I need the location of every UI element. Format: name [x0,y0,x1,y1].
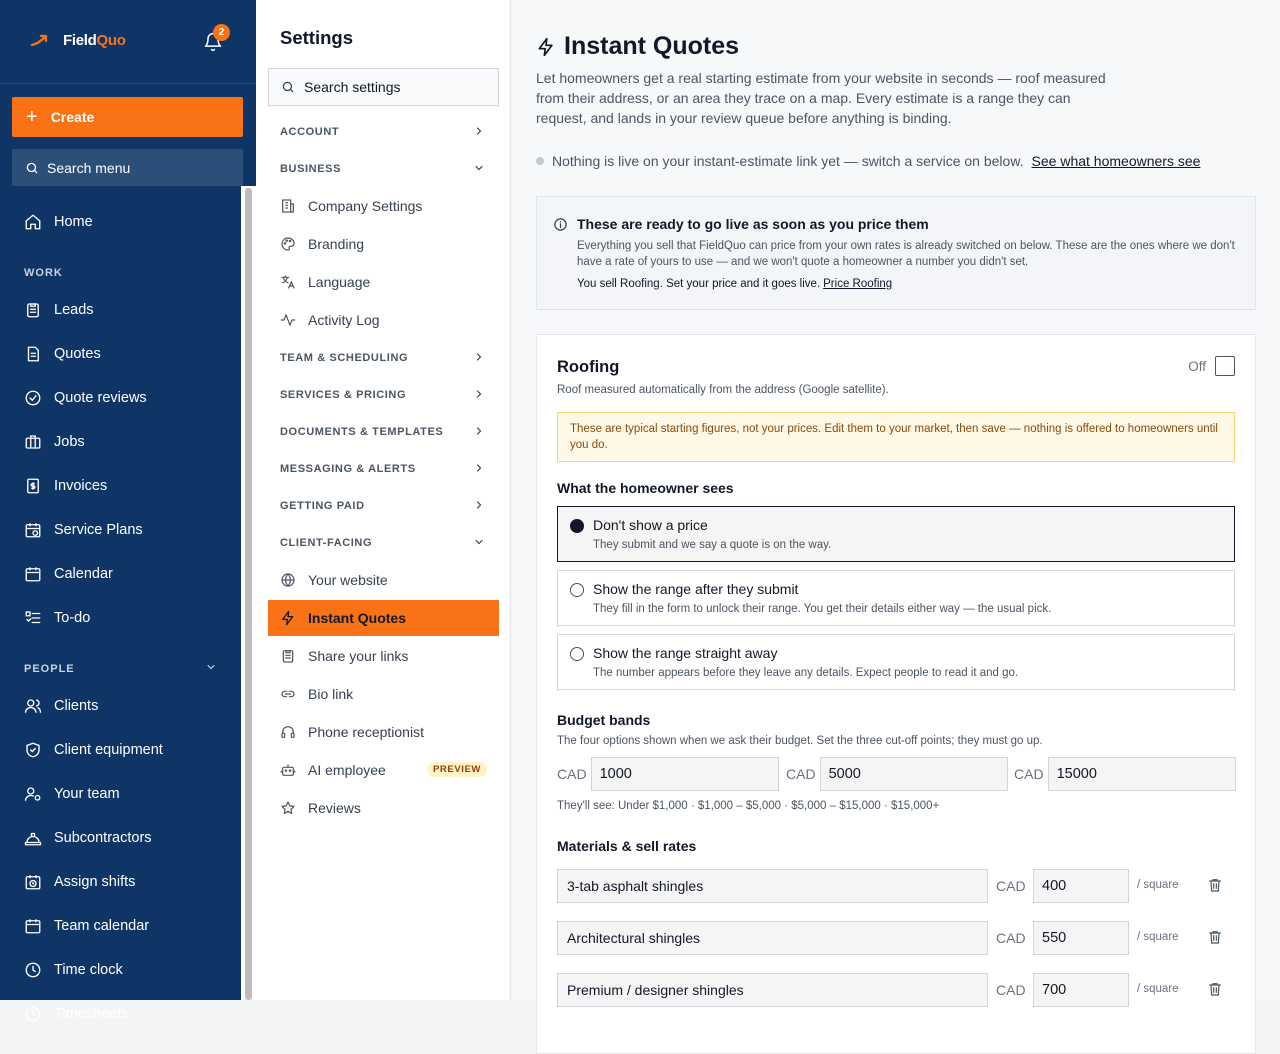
section-label: GETTING PAID [280,499,365,512]
price-roofing-link[interactable]: Price Roofing [823,278,893,290]
search-menu-input[interactable] [12,149,243,186]
material-rate-input[interactable]: 700 [1033,973,1129,1007]
budget-band-2 [786,757,1008,791]
nav-item-invoices[interactable] [0,464,241,508]
nav-list [0,200,241,1036]
settings-item-language[interactable] [268,263,499,301]
currency-label: CAD [1014,766,1044,782]
calendar-icon [24,565,42,583]
budget-band-1-input[interactable]: 1000 [591,757,779,791]
chevron-down-icon [205,661,217,673]
invoice-icon [24,477,42,495]
main-sidebar [0,0,256,1022]
item-label: Activity Log [308,312,380,328]
option-label: Show the range straight away [593,645,778,661]
nav-item-quote-reviews[interactable] [0,376,241,420]
settings-section-client-facing[interactable] [268,524,499,561]
plus-icon: + [26,106,38,128]
page-description: Let homeowners get a real starting estimate from your website in seconds — roof measured from their address, or an area they trace on a map. Every estimate is a range they can request, and lands in your review queue before anything is binding. [536,70,1106,126]
nav-label: Service Plans [54,522,143,538]
settings-item-company-settings[interactable] [268,187,499,225]
settings-section-messaging-alerts[interactable] [268,450,499,487]
trash-icon[interactable] [1207,981,1223,997]
nav-label: Quotes [54,346,101,362]
roofing-subtitle: Roof measured automatically from the address (Google satellite). [557,384,889,396]
translate-icon [280,274,296,290]
radio-button[interactable] [570,519,584,533]
budget-band-3 [1014,757,1236,791]
budget-band-2-input[interactable]: 5000 [820,757,1008,791]
home-icon [24,213,42,231]
headset-icon [280,724,296,740]
currency-label: CAD [996,878,1026,894]
notice-footer-text: You sell Roofing. Set your price and it goes live. [577,278,821,290]
users-icon [24,697,42,715]
globe-icon [280,572,296,588]
settings-item-your-website[interactable] [268,561,499,599]
homeowner-sees-heading: What the homeowner sees [557,480,734,496]
lightning-icon [536,37,556,57]
link-icon [280,686,296,702]
notice-heading [553,216,929,232]
budget-bands-heading: Budget bands [557,712,651,728]
nav-section-work: WORK [24,267,63,279]
trash-icon[interactable] [1207,929,1223,945]
budget-band-3-input[interactable]: 15000 [1048,757,1236,791]
nav-item-calendar[interactable] [0,552,241,596]
item-label: Language [308,274,371,290]
nav-label: Timesheets [54,1006,129,1022]
robot-icon [280,762,296,778]
ready-to-go-live-notice [536,196,1256,310]
nav-item-subcontractors[interactable] [0,816,241,860]
settings-item-bio-link[interactable] [268,675,499,713]
section-label: BUSINESS [280,162,342,175]
option-show-range-straight-away[interactable] [557,634,1235,690]
material-name-input[interactable]: 3-tab asphalt shingles [557,869,988,903]
nav-label: Your team [54,786,120,802]
nav-item-service-plans[interactable] [0,508,241,552]
unit-label: / square [1137,879,1179,891]
clipboard-icon [24,301,42,319]
check-circle-icon [24,389,42,407]
roofing-title: Roofing [557,358,620,376]
preview-badge: PREVIEW [427,762,487,777]
settings-item-instant-quotes[interactable] [268,600,499,636]
brand-bar [0,0,256,84]
material-rate-input[interactable]: 550 [1033,921,1129,955]
option-description: The number appears before they leave any details. Expect people to read it and go. [593,667,1019,679]
nav-section-people[interactable] [0,640,241,684]
nav-item-timesheets[interactable] [0,992,241,1036]
palette-icon [280,236,296,252]
settings-list [268,113,499,827]
logo-text[interactable]: FieldQuo [63,32,126,49]
nav-label: Home [54,214,93,230]
notification-count-badge: 2 [213,24,230,41]
chevron-right-icon [473,351,485,363]
status-dot [536,157,544,165]
radio-button[interactable] [570,647,584,661]
chevron-right-icon [473,462,485,474]
info-icon [553,217,568,232]
option-dont-show-price[interactable] [557,506,1235,562]
material-row [557,921,1247,955]
search-menu-placeholder: Search menu [47,159,131,176]
settings-section-services-pricing[interactable] [268,376,499,413]
settings-section-business[interactable] [268,150,499,187]
section-label: MESSAGING & ALERTS [280,462,416,475]
calendar-clock-icon [24,873,42,891]
nav-item-todo[interactable] [0,596,241,640]
item-label: Instant Quotes [308,610,407,626]
material-rate-input[interactable]: 400 [1033,869,1129,903]
item-label: Share your links [308,648,409,664]
nav-item-client-equipment[interactable] [0,728,241,772]
settings-item-share-your-links[interactable] [268,637,499,675]
settings-item-activity-log[interactable] [268,301,499,339]
nav-section-label: PEOPLE [24,663,75,675]
section-label: SERVICES & PRICING [280,388,407,401]
item-label: Your website [308,572,388,588]
nav-label: Subcontractors [54,830,152,846]
currency-label: CAD [557,766,587,782]
document-icon [24,345,42,363]
logo-mark-icon [30,33,50,49]
clock-icon [24,961,42,979]
nav-label: Client equipment [54,742,163,758]
search-icon [25,161,39,175]
nav-item-clients[interactable] [0,684,241,728]
see-what-homeowners-see-link[interactable]: See what homeowners see [1031,153,1201,169]
nav-label: Time clock [54,962,123,978]
budget-preview-text: They'll see: Under $1,000 · $1,000 – $5,000 · $5,000 – $15,000 · $15,000+ [557,800,940,812]
budget-band-1 [557,757,779,791]
settings-search-placeholder: Search settings [304,79,401,95]
roofing-card [536,334,1256,1054]
settings-section-documents-templates[interactable] [268,413,499,450]
clipboard-icon [280,648,296,664]
nav-label: Clients [54,698,99,714]
materials-heading: Materials & sell rates [557,838,697,854]
settings-section-account[interactable] [268,113,499,150]
nav-item-time-clock[interactable] [0,948,241,992]
nav-label: Invoices [54,478,108,494]
item-label: AI employee [308,762,386,778]
item-label: Bio link [308,686,354,702]
nav-item-team-calendar[interactable] [0,904,241,948]
starting-figures-warning: These are typical starting figures, not your prices. Edit them to your market, then save — nothing is offered to homeowners until you do. [557,412,1235,462]
chevron-down-icon [473,536,485,548]
material-row [557,869,1247,903]
budget-bands-description: The four options shown when we ask their budget. Set the three cut-off points; they must go up. [557,735,1043,747]
roofing-toggle[interactable] [1188,356,1235,376]
star-icon [280,800,296,816]
settings-section-team-scheduling[interactable] [268,339,499,376]
notice-footer [577,278,892,290]
item-label: Reviews [308,800,361,816]
nav-label: Calendar [54,566,113,582]
clock-icon [24,1005,42,1023]
section-label: DOCUMENTS & TEMPLATES [280,425,444,438]
user-gear-icon [24,785,42,803]
hard-hat-icon [24,829,42,847]
calendar-repeat-icon [24,521,42,539]
option-description: They fill in the form to unlock their range. You get their details either way — the usual pick. [593,603,1052,615]
settings-search-input[interactable] [268,68,499,106]
nav-label: Quote reviews [54,390,147,406]
nav-item-your-team[interactable] [0,772,241,816]
shield-check-icon [24,741,42,759]
nav-label: To-do [54,610,91,626]
item-label: Phone receptionist [308,724,424,740]
nav-label: Leads [54,302,94,318]
currency-label: CAD [786,766,816,782]
section-label: TEAM & SCHEDULING [280,351,409,364]
material-name-input[interactable]: Premium / designer shingles [557,973,988,1007]
building-icon [280,198,296,214]
roofing-enable-checkbox[interactable] [1215,356,1235,376]
sidebar-scrollbar-thumb[interactable] [245,188,252,1000]
create-button[interactable] [12,97,243,137]
page-title-text: Instant Quotes [564,32,740,60]
chevron-right-icon [473,499,485,511]
chevron-right-icon [473,125,485,137]
nav-label: Assign shifts [54,874,136,890]
nav-label: Jobs [54,434,85,450]
nav-item-home[interactable] [0,200,241,244]
chevron-down-icon [473,162,485,174]
checklist-icon [24,609,42,627]
notice-body: Everything you sell that FieldQuo can price from your own rates is already switched on below. These are the ones where we don't have a rate of yours to use — and we won't quote a homeowner a number you didn't set. [577,240,1235,268]
trash-icon[interactable] [1207,877,1223,893]
material-name-input[interactable]: Architectural shingles [557,921,988,955]
page-title [536,32,739,61]
notice-heading-text: These are ready to go live as soon as you price them [577,216,929,232]
material-row [557,973,1247,1007]
nav-item-assign-shifts[interactable] [0,860,241,904]
search-icon [281,80,295,94]
nav-label: Team calendar [54,918,150,934]
radio-button[interactable] [570,583,584,597]
create-button-label: Create [50,109,95,125]
option-label: Don't show a price [593,517,708,533]
option-label: Show the range after they submit [593,581,799,597]
section-label: CLIENT-FACING [280,536,373,549]
settings-item-ai-employee[interactable] [268,751,499,789]
currency-label: CAD [996,930,1026,946]
main-content [512,0,1280,1000]
option-description: They submit and we say a quote is on the way. [593,539,832,551]
unit-label: / square [1137,983,1179,995]
briefcase-icon [24,433,42,451]
nav-item-jobs[interactable] [0,420,241,464]
nav-item-quotes[interactable] [0,332,241,376]
section-label: ACCOUNT [280,125,340,138]
option-show-range-after-submit[interactable] [557,570,1235,626]
chevron-right-icon [473,425,485,437]
settings-sidebar [256,0,511,1000]
lightning-icon [280,610,296,626]
unit-label: / square [1137,931,1179,943]
item-label: Company Settings [308,198,423,214]
settings-item-phone-receptionist[interactable] [268,713,499,751]
item-label: Branding [308,236,365,252]
activity-icon [280,312,296,328]
settings-item-branding[interactable] [268,225,499,263]
calendar-icon [24,917,42,935]
nav-item-leads[interactable] [0,288,241,332]
settings-item-reviews[interactable] [268,789,499,827]
settings-title: Settings [280,27,353,48]
toggle-label: Off [1188,358,1206,374]
chevron-right-icon [473,388,485,400]
currency-label: CAD [996,982,1026,998]
settings-section-getting-paid[interactable] [268,487,499,524]
live-status [536,153,1200,169]
status-text: Nothing is live on your instant-estimate link yet — switch a service on below. [552,153,1024,169]
